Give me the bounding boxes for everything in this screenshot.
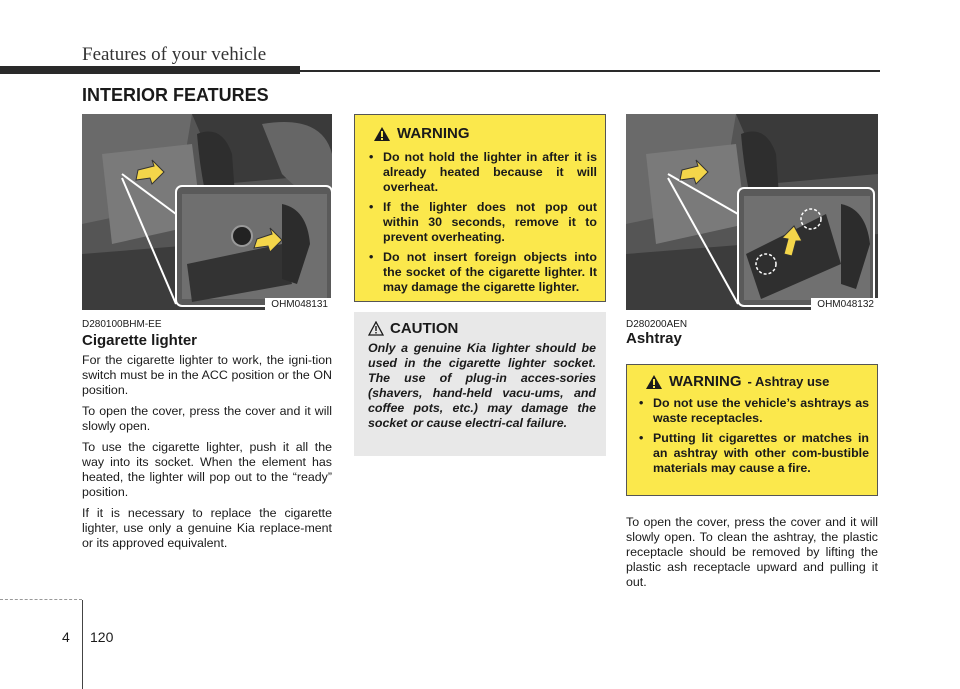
warning-triangle-icon	[645, 374, 663, 390]
warning-item: • If the lighter does not pop out within 30 seconds, remove it to prevent overheating.	[367, 200, 597, 245]
ashtray-heading: Ashtray	[626, 330, 682, 347]
cigarette-lighter-photo	[82, 114, 332, 310]
section-title: INTERIOR FEATURES	[82, 85, 269, 105]
image-caption: OHM048131	[265, 298, 332, 310]
warning-triangle-icon	[373, 126, 391, 142]
warning-subtitle: - Ashtray use	[747, 374, 830, 389]
warning-label: WARNING	[397, 125, 470, 142]
warning-title	[373, 125, 597, 142]
footer-dashed-rule	[0, 599, 82, 601]
image-caption: OHM048132	[811, 298, 878, 310]
caution-text: Only a genuine Kia lighter should be used in the cigarette lighter socket. The use of plug-in acces-sories (shavers, hand-held vacu-ums, and coffee pots, etc.) may damage the socket or cause electri-cal failure.	[368, 341, 596, 430]
warning-list	[367, 150, 597, 295]
caution-triangle-icon	[368, 321, 384, 336]
paragraph: To open the cover, press the cover and it will slowly open.	[82, 404, 332, 433]
warning-item: • Do not insert foreign objects into the socket of the cigarette lighter. It may damage the cigarette lighter.	[367, 250, 597, 295]
chapter-number: 4	[62, 629, 70, 645]
warning-item: • Do not use the vehicle’s ashtrays as waste receptacles.	[637, 396, 869, 426]
paragraph: To open the cover, press the cover and it will slowly open. To clean the ashtray, the plastic receptacle should be removed by lifting the plastic ash receptacle upward and pulling it out.	[626, 515, 878, 589]
cigarette-lighter-heading: Cigarette lighter	[82, 332, 198, 349]
warning-title	[645, 373, 869, 390]
caution-box	[354, 312, 606, 456]
ashtray-warning-box	[626, 364, 878, 496]
header-bar	[0, 66, 300, 74]
paragraph: If it is necessary to replace the cigarette lighter, use only a genuine Kia replace-ment or its approved equivalent.	[82, 506, 332, 550]
warning-box	[354, 114, 606, 302]
warning-label: WARNING	[669, 373, 742, 390]
footer-divider	[82, 600, 83, 689]
section-code: D280200AEN	[626, 319, 688, 330]
paragraph: To use the cigarette lighter, push it all the way into its socket. When the element has heated, the lighter will pop out to the “ready” position.	[82, 440, 332, 499]
caution-title	[368, 320, 596, 337]
ashtray-photo	[626, 114, 878, 310]
warning-list	[637, 396, 869, 476]
ashtray-illustration	[626, 114, 878, 310]
cigarette-lighter-text	[82, 353, 332, 557]
warning-item: • Do not hold the lighter in after it is already heated because it will overheat.	[367, 150, 597, 195]
warning-item: • Putting lit cigarettes or matches in an ashtray with other com-bustible materials may cause a fire.	[637, 431, 869, 476]
ashtray-text	[626, 515, 878, 596]
caution-label: CAUTION	[390, 320, 459, 337]
paragraph: For the cigarette lighter to work, the igni-tion switch must be in the ACC position or the ON position.	[82, 353, 332, 397]
lighter-illustration	[82, 114, 332, 310]
page-header-title: Features of your vehicle	[82, 44, 267, 65]
page-number: 120	[90, 629, 114, 645]
section-code: D280100BHM-EE	[82, 319, 162, 330]
